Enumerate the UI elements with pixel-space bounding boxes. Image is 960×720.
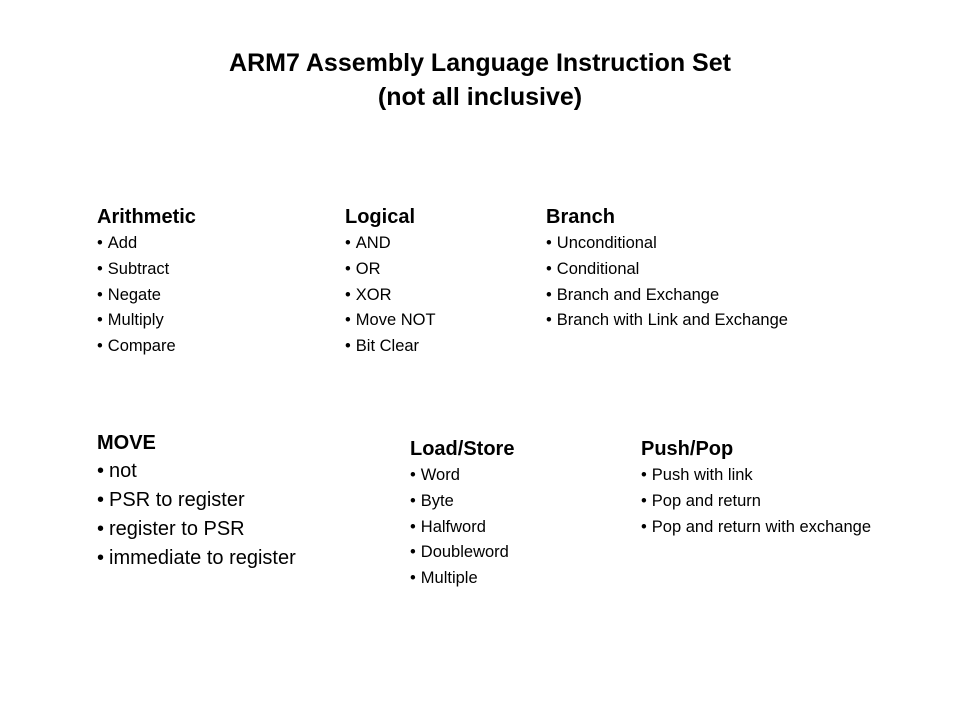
branch-list: [546, 231, 788, 334]
list-item: • OR: [345, 257, 436, 283]
logical-heading: Logical: [345, 206, 416, 228]
move-group: [97, 429, 296, 573]
load-store-list: [410, 463, 514, 592]
move-heading: MOVE: [97, 432, 156, 454]
title-line-2: (not all inclusive): [377, 83, 583, 111]
push-pop-list: [641, 463, 871, 540]
logical-group: [345, 204, 436, 360]
list-item: • AND: [345, 231, 436, 257]
list-item: • Halfword: [410, 515, 514, 541]
list-item: • Pop and return with exchange: [641, 515, 871, 541]
arithmetic-heading: Arithmetic: [97, 206, 196, 228]
push-pop-heading: Push/Pop: [641, 438, 734, 460]
list-item: • register to PSR: [97, 515, 296, 544]
list-item: • not: [97, 457, 296, 486]
list-item: • Add: [97, 231, 196, 257]
list-item: • Bit Clear: [345, 334, 436, 360]
slide-title: [0, 46, 960, 114]
branch-heading: Branch: [546, 206, 615, 228]
list-item: • Unconditional: [546, 231, 788, 257]
list-item: • XOR: [345, 283, 436, 309]
title-line-1: ARM7 Assembly Language Instruction Set: [229, 49, 731, 77]
list-item: • Word: [410, 463, 514, 489]
load-store-heading: Load/Store: [410, 438, 515, 460]
push-pop-group: [641, 436, 871, 540]
list-item: • Byte: [410, 489, 514, 515]
list-item: • immediate to register: [97, 544, 296, 573]
list-item: • Branch and Exchange: [546, 283, 788, 309]
list-item: • PSR to register: [97, 486, 296, 515]
arithmetic-list: [97, 231, 196, 360]
branch-group: [546, 204, 788, 334]
arithmetic-group: [97, 204, 196, 360]
list-item: • Compare: [97, 334, 196, 360]
logical-list: [345, 231, 436, 360]
list-item: • Negate: [97, 283, 196, 309]
list-item: • Conditional: [546, 257, 788, 283]
list-item: • Branch with Link and Exchange: [546, 308, 788, 334]
list-item: • Pop and return: [641, 489, 871, 515]
list-item: • Subtract: [97, 257, 196, 283]
list-item: • Push with link: [641, 463, 871, 489]
list-item: • Multiple: [410, 566, 514, 592]
list-item: • Doubleword: [410, 540, 514, 566]
load-store-group: [410, 436, 514, 592]
list-item: • Multiply: [97, 308, 196, 334]
list-item: • Move NOT: [345, 308, 436, 334]
move-list: [97, 457, 296, 573]
